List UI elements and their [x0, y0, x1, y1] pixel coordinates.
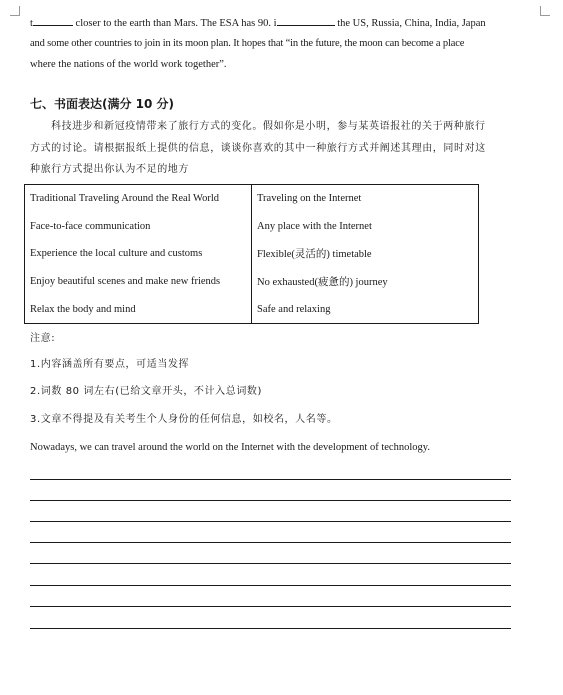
- task-intro-line-1: 科技进步和新冠疫情带来了旅行方式的变化。假如你是小明，参与某英语报社的关于两种旅行: [51, 121, 486, 132]
- table-cell: Traveling on the Internet: [252, 185, 479, 213]
- table-row: [25, 240, 479, 268]
- notes-heading: 注意:: [30, 333, 56, 344]
- writing-line[interactable]: [30, 542, 511, 543]
- answer-blank: [277, 16, 335, 26]
- table-cell: Traditional Traveling Around the Real World: [25, 185, 252, 213]
- passage-line-1-start: t: [30, 18, 33, 29]
- table-row: [25, 212, 479, 240]
- table-cell: Experience the local culture and customs: [25, 240, 252, 268]
- writing-line[interactable]: [30, 521, 511, 522]
- crop-mark-top-left: [10, 6, 20, 16]
- note-item-1: 1.内容涵盖所有要点，可适当发挥: [30, 359, 190, 370]
- table-row: [25, 268, 479, 296]
- table-row: [25, 185, 479, 213]
- section-title: 七、书面表达(满分 10 分): [30, 97, 175, 111]
- passage-line-3: where the nations of the world work together”.: [30, 59, 227, 70]
- table-cell: No exhausted(疲惫的) journey: [252, 268, 479, 296]
- writing-line[interactable]: [30, 500, 511, 501]
- passage-line-1-mid: closer to the earth than Mars. The ESA has 90. i: [75, 18, 277, 29]
- table-row: [25, 296, 479, 324]
- passage-line-2: and some other countries to join in its moon plan. It hopes that “in the future, the moon can become a place: [30, 38, 465, 49]
- answer-blank: [33, 16, 73, 26]
- table-cell: Any place with the Internet: [252, 212, 479, 240]
- task-intro-line-2: 方式的讨论。请根据报纸上提供的信息，谈谈你喜欢的其中一种旅行方式并阐述其理由，同时对这: [30, 143, 486, 154]
- writing-line[interactable]: [30, 606, 511, 607]
- writing-line[interactable]: [30, 585, 511, 586]
- writing-line[interactable]: [30, 563, 511, 564]
- writing-line[interactable]: [30, 479, 511, 480]
- table-cell: Flexible(灵活的) timetable: [252, 240, 479, 268]
- table-cell: Relax the body and mind: [25, 296, 252, 324]
- task-intro-line-3: 种旅行方式提出你认为不足的地方: [30, 164, 189, 175]
- table-cell: Face-to-face communication: [25, 212, 252, 240]
- table-cell: Enjoy beautiful scenes and make new friends: [25, 268, 252, 296]
- passage-line-1: [30, 16, 530, 31]
- crop-mark-top-right: [540, 6, 550, 16]
- essay-opening-sentence: Nowadays, we can travel around the world on the Internet with the development of technology.: [30, 442, 430, 453]
- note-item-3: 3.文章不得提及有关考生个人身份的任何信息，如校名，人名等。: [30, 414, 338, 425]
- travel-comparison-table: [24, 184, 479, 324]
- note-item-2: 2.词数 80 词左右(已给文章开头，不计入总词数): [30, 386, 263, 397]
- passage-line-1-end: the US, Russia, China, India, Japan: [337, 18, 486, 29]
- table-cell: Safe and relaxing: [252, 296, 479, 324]
- writing-line[interactable]: [30, 628, 511, 629]
